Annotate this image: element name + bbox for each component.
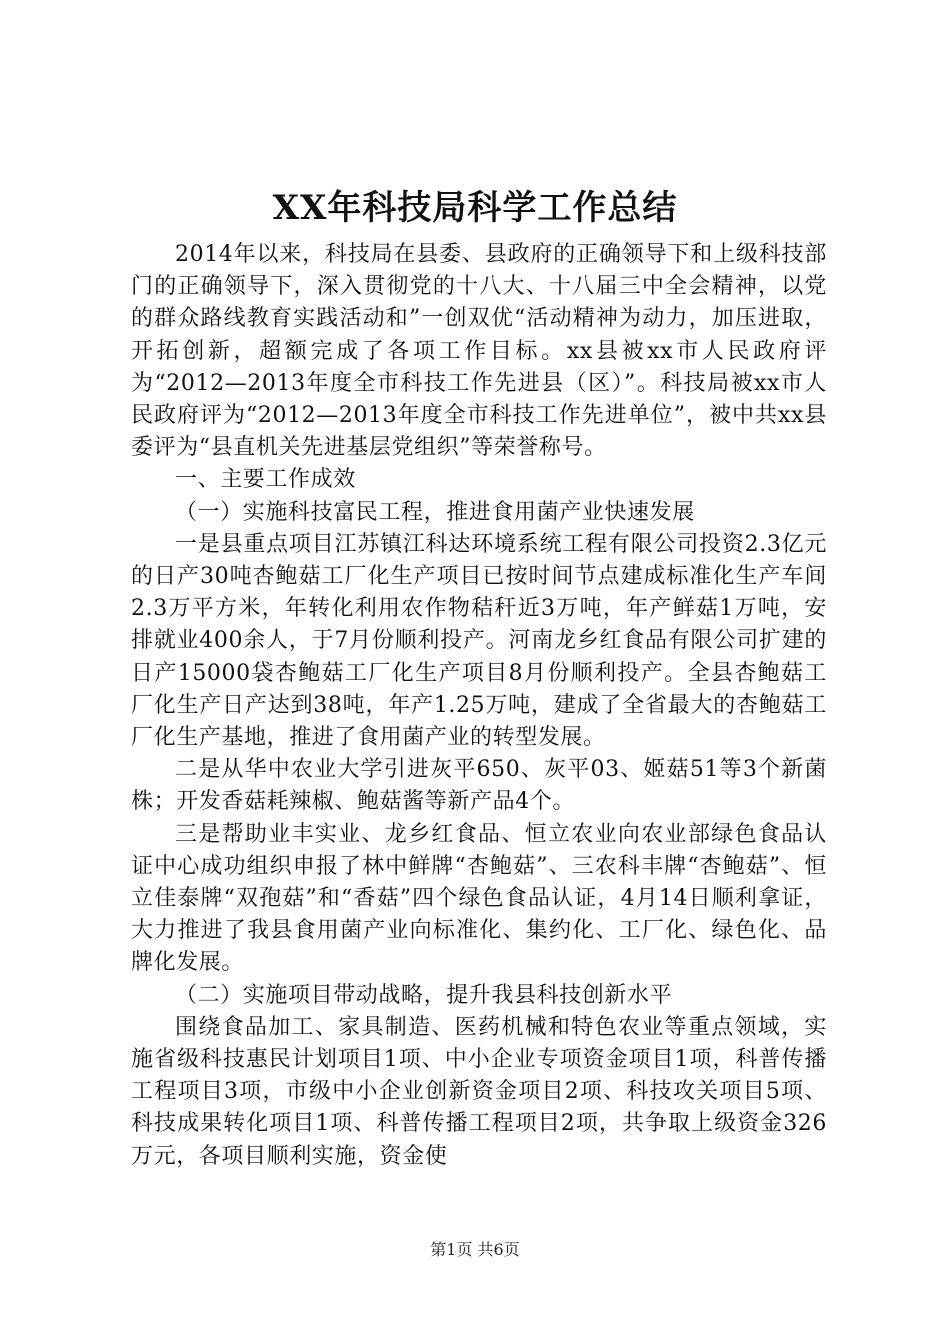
paragraph-projects: 围绕食品加工、家具制造、医药机械和特色农业等重点领域，实施省级科技惠民计划项目1项、中小企业专项资金项目1项，科普传播工程项目3项，市级中小企业创新资金项目2项、科技攻关项目5项、科技成果转化项目1项、科普传播工程项目2项，共争取上级资金326万元，各项目顺利实施，资金使 xyxy=(131,1014,827,1169)
paragraph-item-1: 一是县重点项目江苏镇江科达环境系统工程有限公司投资2.3亿元的日产30吨杏鲍菇工厂化生产项目已按时间节点建成标准化生产车间2.3万平方米，年转化利用农作物秸秆近3万吨，年产鲜菇1万吨，安排就业400余人，于7月份顺利投产。河南龙乡红食品有限公司扩建的日产15000袋杏鲍菇工厂化生产项目8月份顺利投产。全县杏鲍菇工厂化生产日产达到38吨，年产1.25万吨，建成了全省最大的杏鲍菇工厂化生产基地，推进了食用菌产业的转型发展。 xyxy=(131,531,827,751)
page-footer: 第1页 共6页 xyxy=(430,1240,520,1259)
paragraph-intro: 2014年以来，科技局在县委、县政府的正确领导下和上级科技部门的正确领导下，深入贯彻党的十八大、十八届三中全会精神，以党的群众路线教育实践活动和”一创双优“活动精神为动力，加压进取，开拓创新，超额完成了各项工作目标。xx县被xx市人民政府评为“2012—2013年度全市科技工作先进县（区）”。科技局被xx市人民政府评为“2012—2013年度全市科技工作先进单位”，被中共xx县委评为“县直机关先进基层党组织”等荣誉称号。 xyxy=(131,242,827,461)
document-body xyxy=(131,239,827,1173)
paragraph-item-3: 三是帮助业丰实业、龙乡红食品、恒立农业向农业部绿色食品认证中心成功组织申报了林中鲜牌“杏鲍菇”、三农科丰牌“杏鲍菇”、恒立佳泰牌“双孢菇”和“香菇”四个绿色食品认证，4月14日顺利拿证，大力推进了我县食用菌产业向标准化、集约化、工厂化、绿色化、品牌化发展。 xyxy=(131,821,827,976)
subsection-heading-2: （二）实施项目带动战略，提升我县科技创新水平 xyxy=(175,982,673,1008)
document-title: XX年科技局科学工作总结 xyxy=(272,188,678,228)
subsection-heading-1: （一）实施科技富民工程，推进食用菌产业快速发展 xyxy=(175,499,695,525)
paragraph-item-2: 二是从华中农业大学引进灰平650、灰平03、姬菇51等3个新菌株；开发香菇耗辣椒、鲍菇酱等新产品4个。 xyxy=(131,757,827,815)
section-heading-main-achievements: 一、主要工作成效 xyxy=(175,467,356,493)
